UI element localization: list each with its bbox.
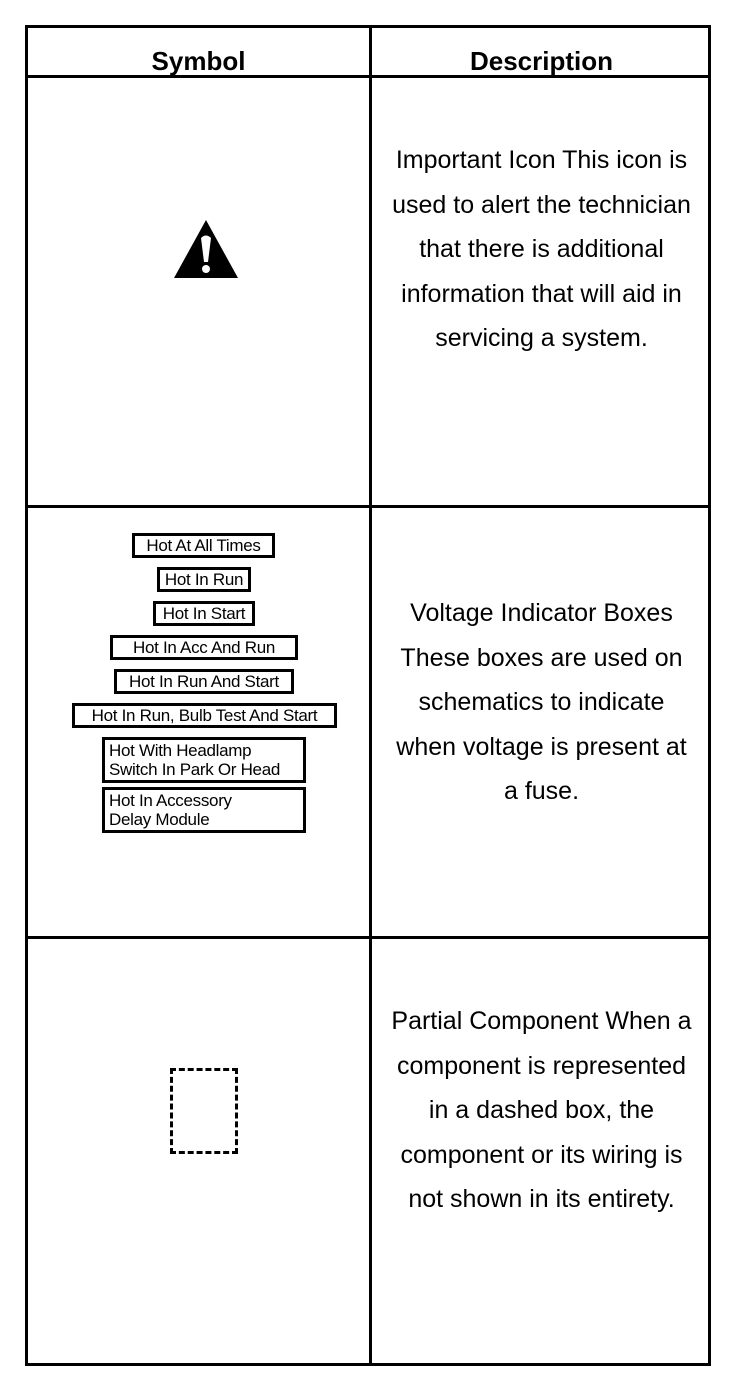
partial-component-description: Partial Component When a component is represented in a dashed box, the component or its wiring is not shown in its entirety. <box>391 1007 692 1213</box>
voltage-indicator-description: Voltage Indicator Boxes These boxes are used on schematics to indicate when voltage is present at a fuse. <box>396 599 687 805</box>
voltage-box-hot-in-run-and-start: Hot In Run And Start <box>114 669 294 694</box>
dashed-box-icon <box>170 1068 238 1154</box>
voltage-box-hot-in-run-bulb-test-and-start: Hot In Run, Bulb Test And Start <box>72 703 337 728</box>
voltage-box-hot-in-accessory-delay: Hot In Accessory Delay Module <box>102 787 306 833</box>
row-divider <box>28 505 708 508</box>
voltage-box-hot-at-all-times: Hot At All Times <box>132 533 275 558</box>
voltage-box-hot-in-acc-and-run: Hot In Acc And Run <box>110 635 298 660</box>
header-symbol: Symbol <box>151 46 246 76</box>
row-divider <box>28 936 708 939</box>
symbol-table <box>25 25 711 1366</box>
warning-triangle-icon <box>172 218 240 280</box>
header-description: Description <box>469 46 614 76</box>
important-icon-description: Important Icon This icon is used to alert the technician that there is additional information that will aid in servicing a system. <box>392 146 691 352</box>
voltage-box-hot-in-start: Hot In Start <box>153 601 255 626</box>
voltage-box-hot-in-run: Hot In Run <box>157 567 251 592</box>
voltage-box-hot-with-headlamp: Hot With Headlamp Switch In Park Or Head <box>102 737 306 783</box>
